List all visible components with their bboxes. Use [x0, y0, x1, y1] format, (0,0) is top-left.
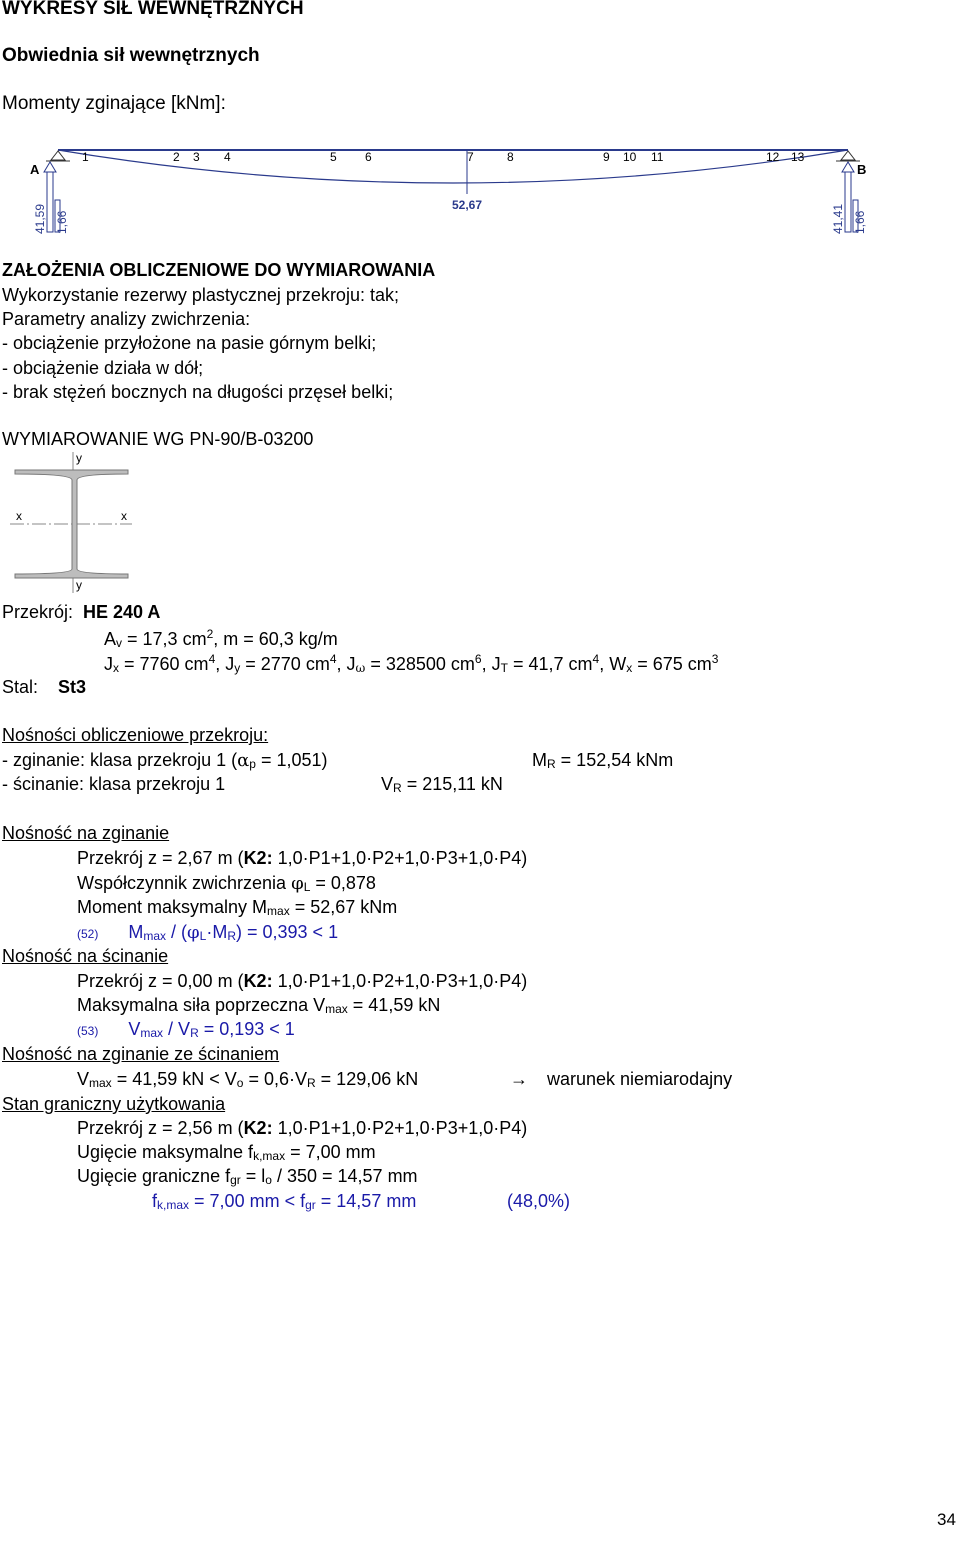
- deflection-percent: (48,0%): [507, 1191, 571, 1211]
- combined-check-line: $V_{max} = 41,59$ kN < $V_o = 0,6\cdot V_R = 129,06$ kN: [77, 1069, 419, 1090]
- reaction-right-2-label: 1,66: [853, 210, 867, 234]
- moment-diagram: [0, 138, 960, 238]
- assumption-line: Wykorzystanie rezerwy plastycznej przekroju: tak;: [2, 285, 399, 305]
- equation-number: (52): [77, 927, 99, 941]
- section-number: 9: [603, 150, 610, 164]
- capacities-heading: Nośności obliczeniowe przekroju:: [2, 725, 269, 745]
- combined-arrow-icon: →: [510, 1069, 528, 1089]
- reaction-arrow-right-1: [845, 170, 851, 232]
- support-right-icon: [841, 151, 855, 160]
- axis-y-top-label: y: [76, 451, 82, 465]
- section-number: 13: [791, 150, 805, 164]
- steel-line: Stal: St3: [2, 677, 87, 697]
- support-left-icon: [51, 151, 65, 160]
- max-shear-line: Maksymalna siła poprzeczna $V_{max} = 41,59$ kN: [77, 995, 441, 1016]
- i-section-drawing: [10, 450, 140, 595]
- section-name: HE 240 A: [83, 602, 161, 622]
- section-number: 8: [507, 150, 514, 164]
- design-heading: WYMIAROWANIE WG PN-90/B-03200: [2, 429, 314, 449]
- section-number: 12: [766, 150, 780, 164]
- moments-label: Momenty zginające [kNm]:: [2, 93, 226, 114]
- sls-heading: Stan graniczny użytkowania: [2, 1094, 226, 1114]
- limit-deflection-line: Ugięcie graniczne $f_{gr} = l_o / 350 = 14,57$ mm: [77, 1166, 418, 1187]
- assumption-line: - obciążenie działa w dół;: [2, 358, 204, 378]
- capacity-moment-value: $M_R = 152,54$ kNm: [532, 750, 674, 771]
- section-area-line: $A_v = 17,3$ $cm^2$, m = 60,3 kg/m: [104, 627, 338, 650]
- section-number: 7: [467, 150, 474, 164]
- bending-section: Przekrój z = 2,67 m (K2: 1,0·P1+1,0·P2+1,0·P3+1,0·P4): [77, 848, 528, 868]
- support-right-label: B: [857, 162, 867, 177]
- bending-heading: Nośność na zginanie: [2, 823, 170, 843]
- page-title: WYKRESY SIŁ WEWNĘTRZNYCH: [2, 0, 304, 19]
- combined-heading: Nośność na zginanie ze ścinaniem: [2, 1044, 280, 1064]
- section-number: 1: [82, 150, 89, 164]
- assumption-line: - brak stężeń bocznych na długości przęseł belki;: [2, 382, 394, 402]
- capacity-shear-value: $V_R = 215,11$ kN: [381, 774, 503, 795]
- axis-y-bottom-label: y: [76, 578, 82, 592]
- sls-section: Przekrój z = 2,56 m (K2: 1,0·P1+1,0·P2+1,0·P3+1,0·P4): [77, 1118, 528, 1138]
- support-left-label: A: [30, 162, 40, 177]
- equation-number: (53): [77, 1024, 99, 1038]
- section-number: 11: [651, 150, 664, 164]
- lt-buckling-coef: Współczynnik zwichrzenia $\varphi_L = 0,878$: [77, 873, 376, 894]
- shear-check-result: (53) $V_{max} / V_R = 0,193 < 1$: [77, 1019, 295, 1040]
- section-subtitle: Obwiednia sił wewnętrznych: [2, 45, 260, 66]
- deflection-check-result: $f_{k,max} = 7,00$ mm < $f_{gr} = 14,57$ mm: [152, 1191, 417, 1212]
- reaction-right-1-label: 41,41: [831, 203, 845, 234]
- max-deflection-line: Ugięcie maksymalne $f_{k,max} = 7,00$ mm: [77, 1142, 376, 1163]
- section-number: 10: [623, 150, 637, 164]
- reaction-arrow-left-1: [47, 170, 53, 232]
- reaction-left-1-label: 41,59: [33, 203, 47, 234]
- capacity-bending: - zginanie: klasa przekroju 1 $(\alpha_p = 1,051)$: [2, 750, 328, 771]
- assumption-line: Parametry analizy zwichrzenia:: [2, 309, 251, 329]
- assumptions-heading: ZAŁOŻENIA OBLICZENIOWE DO WYMIAROWANIA: [2, 260, 436, 280]
- steel-grade: St3: [58, 677, 87, 697]
- reaction-left-2-label: 1,66: [55, 210, 69, 234]
- section-inertia-line: $J_x = 7760$ $cm^4$, $J_y = 2770$ $cm^4$, $J_\omega = 328500$ $cm^6$, $J_T = 41,7$ $cm^4$, $W_x = 675$ $cm^3$: [104, 652, 719, 675]
- section-number: 2: [173, 150, 180, 164]
- section-number: 3: [193, 150, 200, 164]
- axis-x-left-label: x: [16, 509, 22, 523]
- max-moment-label: 52,67: [451, 198, 483, 212]
- shear-heading: Nośność na ścinanie: [2, 946, 169, 966]
- capacity-shear: - ścinanie: klasa przekroju 1: [2, 774, 226, 794]
- page-number: 34: [937, 1510, 956, 1529]
- assumption-line: - obciążenie przyłożone na pasie górnym belki;: [2, 333, 377, 353]
- section-line: Przekrój: HE 240 A: [2, 602, 161, 622]
- axis-x-right-label: x: [121, 509, 127, 523]
- combined-verdict: warunek niemiarodajny: [547, 1069, 733, 1089]
- section-number: 5: [330, 150, 337, 164]
- max-moment-line: Moment maksymalny $M_{max} = 52,67$ kNm: [77, 897, 398, 918]
- shear-section: Przekrój z = 0,00 m (K2: 1,0·P1+1,0·P2+1,0·P3+1,0·P4): [77, 971, 528, 991]
- bending-check-result: (52) $M_{max} / (\varphi_L\cdot M_R) = 0,393 < 1$: [77, 922, 339, 943]
- section-number: 4: [224, 150, 231, 164]
- section-number: 6: [365, 150, 372, 164]
